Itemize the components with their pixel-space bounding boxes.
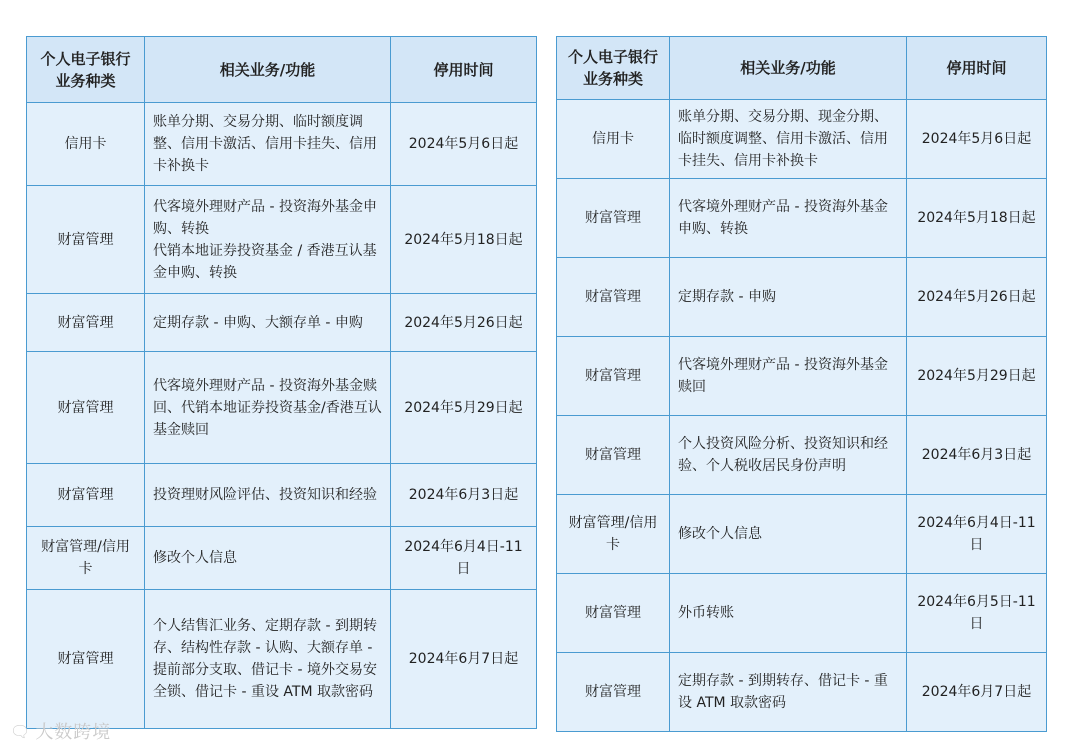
- watermark: [10, 718, 111, 744]
- header-function: 相关业务/功能: [145, 37, 391, 103]
- row-time: 2024年5月26日起: [907, 258, 1047, 337]
- row-function: 账单分期、交易分期、临时额度调整、信用卡激活、信用卡挂失、信用卡补换卡: [145, 103, 391, 186]
- row-time: 2024年6月3日起: [907, 416, 1047, 495]
- row-category: 财富管理/信用卡: [27, 527, 145, 590]
- row-time: 2024年6月3日起: [391, 464, 537, 527]
- row-function: 代客境外理财产品 - 投资海外基金赎回、代销本地证券投资基金/香港互认基金赎回: [145, 352, 391, 464]
- row-function: 代客境外理财产品 - 投资海外基金赎回: [670, 337, 907, 416]
- row-time: 2024年5月26日起: [391, 294, 537, 352]
- row-category: 财富管理: [557, 574, 670, 653]
- table-row: [557, 337, 1047, 416]
- table-row: [27, 294, 537, 352]
- row-function: 定期存款 - 申购、大额存单 - 申购: [145, 294, 391, 352]
- row-category: 财富管理: [557, 179, 670, 258]
- row-time: 2024年6月4日-11日: [391, 527, 537, 590]
- row-function: 定期存款 - 到期转存、借记卡 - 重设 ATM 取款密码: [670, 653, 907, 732]
- row-time: 2024年5月29日起: [391, 352, 537, 464]
- row-category: 信用卡: [557, 100, 670, 179]
- row-time: 2024年6月5日-11日: [907, 574, 1047, 653]
- table-row: [557, 495, 1047, 574]
- row-category: 财富管理: [557, 337, 670, 416]
- row-time: 2024年5月6日起: [907, 100, 1047, 179]
- watermark-text: 大数跨境: [35, 722, 112, 743]
- table-row: [557, 653, 1047, 732]
- table-row: [27, 103, 537, 186]
- table-row: [27, 590, 537, 729]
- table-header-row: [27, 37, 537, 103]
- row-category: 财富管理: [557, 416, 670, 495]
- header-time: 停用时间: [907, 37, 1047, 100]
- row-category: 财富管理: [27, 294, 145, 352]
- header-category: 个人电子银行业务种类: [27, 37, 145, 103]
- row-function: 个人结售汇业务、定期存款 - 到期转存、结构性存款 - 认购、大额存单 - 提前部分支取、借记卡 - 境外交易安全锁、借记卡 - 重设 ATM 取款密码: [145, 590, 391, 729]
- row-time: 2024年5月29日起: [907, 337, 1047, 416]
- row-time: 2024年5月18日起: [907, 179, 1047, 258]
- table-row: [557, 100, 1047, 179]
- row-category: 财富管理/信用卡: [557, 495, 670, 574]
- header-time: 停用时间: [391, 37, 537, 103]
- chat-bubble-icon: 🗨: [10, 721, 32, 741]
- row-category: 财富管理: [27, 186, 145, 294]
- service-suspension-table-left: [26, 36, 537, 729]
- row-function: 外币转账: [670, 574, 907, 653]
- row-time: 2024年6月7日起: [391, 590, 537, 729]
- table-row: [27, 527, 537, 590]
- table-row: [557, 574, 1047, 653]
- row-function: 投资理财风险评估、投资知识和经验: [145, 464, 391, 527]
- row-function: 个人投资风险分析、投资知识和经验、个人税收居民身份声明: [670, 416, 907, 495]
- row-category: 信用卡: [27, 103, 145, 186]
- table-row: [27, 186, 537, 294]
- row-time: 2024年6月7日起: [907, 653, 1047, 732]
- table-header-row: [557, 37, 1047, 100]
- row-function: 代客境外理财产品 - 投资海外基金申购、转换 代销本地证券投资基金 / 香港互认基金申购、转换: [145, 186, 391, 294]
- table-row: [557, 258, 1047, 337]
- row-time: 2024年5月18日起: [391, 186, 537, 294]
- row-function: 修改个人信息: [145, 527, 391, 590]
- table-row: [557, 416, 1047, 495]
- table-row: [27, 352, 537, 464]
- row-function: 账单分期、交易分期、现金分期、临时额度调整、信用卡激活、信用卡挂失、信用卡补换卡: [670, 100, 907, 179]
- service-suspension-table-right: [556, 36, 1047, 732]
- header-category: 个人电子银行业务种类: [557, 37, 670, 100]
- header-function: 相关业务/功能: [670, 37, 907, 100]
- row-category: 财富管理: [27, 464, 145, 527]
- row-function: 代客境外理财产品 - 投资海外基金申购、转换: [670, 179, 907, 258]
- row-function: 定期存款 - 申购: [670, 258, 907, 337]
- row-category: 财富管理: [27, 352, 145, 464]
- table-row: [27, 464, 537, 527]
- row-function: 修改个人信息: [670, 495, 907, 574]
- table-row: [557, 179, 1047, 258]
- row-category: 财富管理: [27, 590, 145, 729]
- row-category: 财富管理: [557, 258, 670, 337]
- row-time: 2024年6月4日-11日: [907, 495, 1047, 574]
- row-category: 财富管理: [557, 653, 670, 732]
- row-time: 2024年5月6日起: [391, 103, 537, 186]
